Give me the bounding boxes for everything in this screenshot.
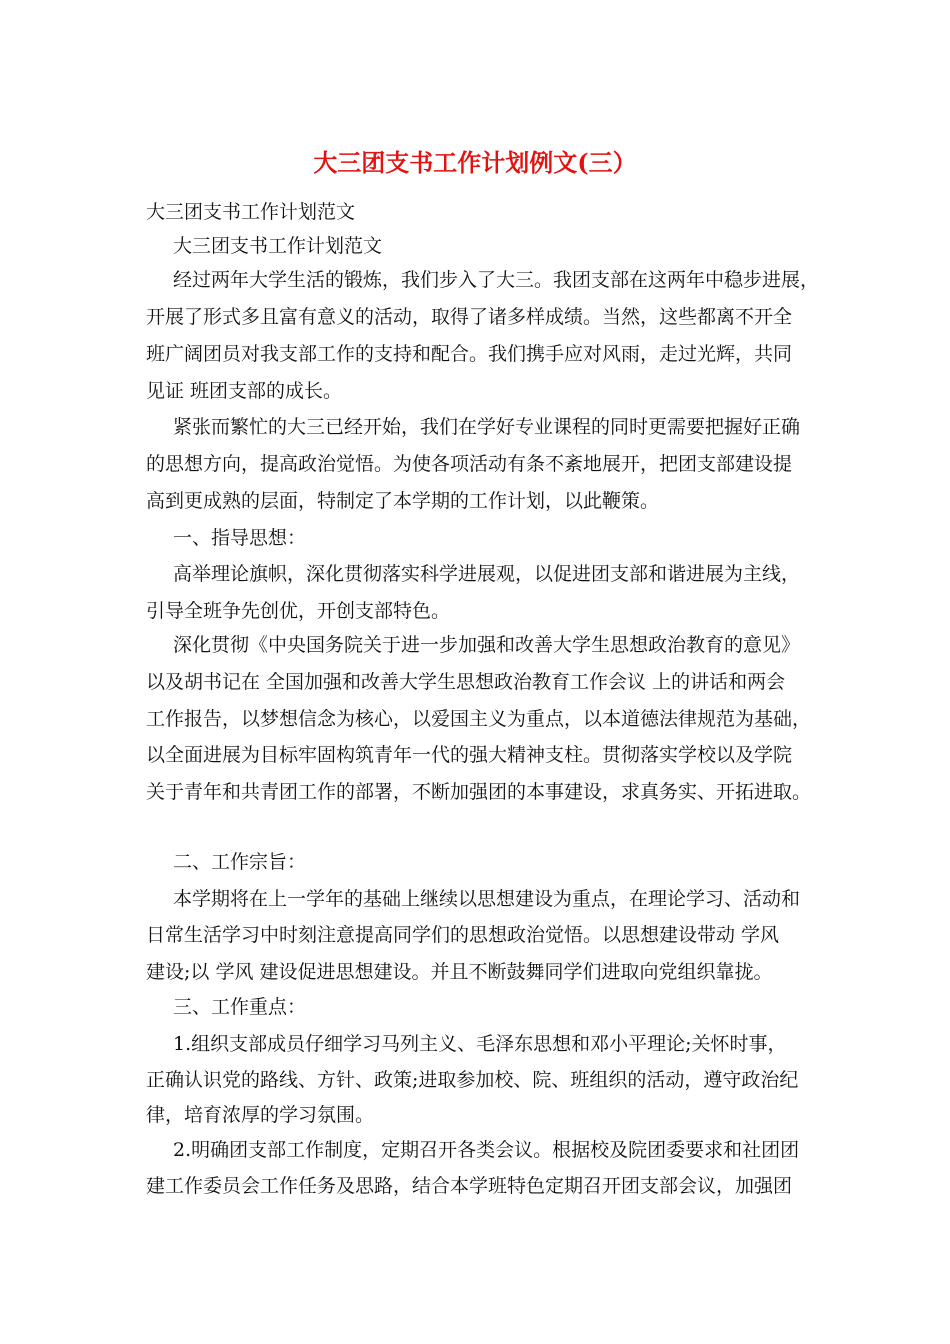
paragraph-line: 正确认识党的路线、方针、政策;进取参加校、院、班组织的活动，遵守政治纪 [146, 1069, 799, 1091]
paragraph-line: 的思想方向，提高政治觉悟。为使各项活动有条不紊地展开，把团支部建设提 [146, 453, 793, 475]
paragraph-line: 大三团支书工作计划范文 [173, 235, 383, 257]
paragraph-line: 建设;以 学风 建设促进思想建设。并且不断鼓舞同学们进取向党组织靠拢。 [146, 961, 773, 983]
paragraph-line: 以及胡书记在 全国加强和改善大学生思想政治教育工作会议 上的讲话和两会 [146, 671, 786, 693]
paragraph-line: 1.组织支部成员仔细学习马列主义、毛泽东思想和邓小平理论;关怀时事， [173, 1033, 787, 1055]
paragraph-line: 工作报告，以梦想信念为核心，以爱国主义为重点，以本道德法律规范为基础， [146, 708, 812, 730]
paragraph-line: 本学期将在上一学年的基础上继续以思想建设为重点，在理论学习、活动和 [173, 888, 801, 910]
paragraph-line: 2.明确团支部工作制度，定期召开各类会议。根据校及院团委要求和社团团 [173, 1139, 800, 1161]
paragraph-line: 引导全班争先创优，开创支部特色。 [146, 600, 451, 622]
paragraph-line: 建工作委员会工作任务及思路，结合本学班特色定期召开团支部会议，加强团 [146, 1175, 793, 1197]
paragraph-line: 关于青年和共青团工作的部署，不断加强团的本事建设，求真务实、开拓进取。 [146, 781, 812, 803]
section-heading: 三、工作重点： [173, 996, 307, 1018]
paragraph-line: 经过两年大学生活的锻炼，我们步入了大三。我团支部在这两年中稳步进展， [173, 269, 820, 291]
document-title: 大三团支书工作计划例文(三） [313, 148, 637, 177]
section-heading: 一、指导思想： [173, 527, 307, 549]
paragraph-line: 开展了形式多且富有意义的活动，取得了诸多样成绩。当然，这些都离不开全 [146, 306, 793, 328]
paragraph-line: 班广阔团员对我支部工作的支持和配合。我们携手应对风雨，走过光辉，共同 [146, 343, 793, 365]
paragraph-line: 以全面进展为目标牢固构筑青年一代的强大精神支柱。贯彻落实学校以及学院 [146, 744, 793, 766]
paragraph-line: 紧张而繁忙的大三已经开始，我们在学好专业课程的同时更需要把握好正确 [173, 416, 801, 438]
paragraph-line: 高举理论旗帜，深化贯彻落实科学进展观，以促进团支部和谐进展为主线， [173, 563, 801, 585]
paragraph-line: 见证 班团支部的成长。 [146, 380, 343, 402]
section-heading: 二、工作宗旨： [173, 851, 307, 873]
paragraph-line: 日常生活学习中时刻注意提高同学们的思想政治觉悟。以思想建设带动 学风 [146, 924, 780, 946]
paragraph-line: 深化贯彻《中央国务院关于进一步加强和改善大学生思想政治教育的意见》 [173, 634, 801, 656]
paragraph-line: 高到更成熟的层面，特制定了本学期的工作计划，以此鞭策。 [146, 490, 660, 512]
paragraph-line: 律，培育浓厚的学习氛围。 [146, 1104, 375, 1126]
subtitle-line: 大三团支书工作计划范文 [146, 201, 356, 223]
